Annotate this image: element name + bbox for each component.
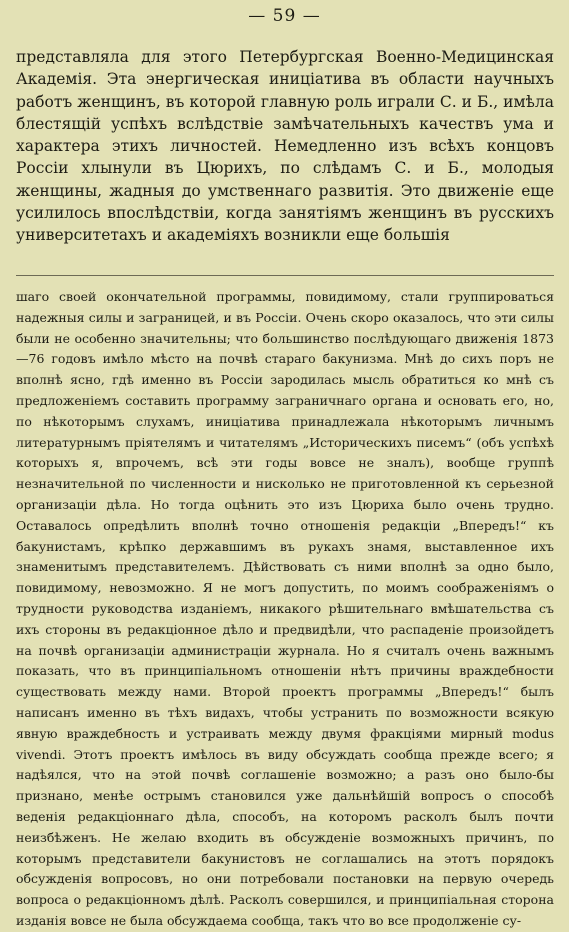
main-body-text: представляла для этого Петербургская Военно-Медицинская Академія. Эта энергическая иниціатива въ области научныхъ работъ женщинъ, въ которой главную роль играли С. и Б., имѣла блестящій успѣхъ вслѣдствіе замѣчательныхъ качествъ ума и характера этихъ личностей. Немедленно изъ всѣхъ концовъ Россіи хлынули въ Цюрихъ, по слѣдамъ С. и Б., молодыя женщины, жадныя до умственнаго развитія. Это движеніе еще усилилось впослѣдствіи, когда занятіямъ женщинъ въ русскихъ университетахъ и академіяхъ возникли еще большія [16, 48, 554, 245]
page-number-header: — 59 — [248, 6, 321, 26]
footnote-divider [16, 275, 554, 276]
footnote-text: шаго своей окончательной программы, повидимому, стали группироваться надежныя силы и заграницей, и въ Россіи. Очень скоро оказалось, что эти силы были не особенно значительны; что большинство послѣдующаго движенія 1873—76 годовъ имѣло мѣсто на почвѣ стараго бакунизма. Мнѣ до сихъ поръ не вполнѣ ясно, гдѣ именно въ Россіи зародилась мысль обратиться ко мнѣ съ предложеніемъ составить программу заграничнаго органа и основать его, но, по нѣкоторымъ слухамъ, иниціатива принадлежала нѣкоторымъ личнымъ литературнымъ пріятелямъ и читателямъ „Историческихъ писемъ“ (объ успѣхѣ которыхъ я, впрочемъ, всѣ эти годы вовсе не зналъ), вообще группѣ незначительной по численности и нисколько не приготовленной къ серьезной организаціи дѣла. Но тогда оцѣнить это изъ Цюриха было очень трудно. Оставалось опредѣлить вполнѣ точно отношенія редакціи „Впередъ!“ къ бакунистамъ, крѣпко державшимъ въ рукахъ знамя, выставленное ихъ знаменитымъ представителемъ. Дѣйствовать съ ними вполнѣ за одно было, повидимому, невозможно. Я не могъ допустить, по моимъ соображеніямъ о трудности руководства изданіемъ, никакого рѣшительнаго вмѣшательства съ ихъ стороны въ редакціонное дѣло и предвидѣли, что распаденіе произойдетъ на почвѣ организаціи администраціи журнала. Но я считалъ очень важнымъ показать, что въ принципіальномъ отношеніи нѣтъ причины враждебности существовать между нами. Второй проектъ программы „Впередъ!“ былъ написанъ именно въ тѣхъ видахъ, чтобы устранить по возможности всякую явную враждебность и устраивать между двумя фракціями мирный modus vivendi. Этотъ проектъ имѣлось въ виду обсуждать сообща прежде всего; я надѣялся, что на этой почвѣ соглашеніе возможно; а разъ оно было-бы признано, менѣе острымъ становился уже дальнѣйшій вопросъ о способѣ веденія редакціоннаго дѣла, способъ, на которомъ расколъ былъ почти неизбѣженъ. Не желаю входить въ обсужденіе возможныхъ причинъ, по которымъ представители бакунистовъ не соглашались на этотъ порядокъ обсужденія вопросовъ, но они потребовали постановки на первую очередь вопроса о редакціонномъ дѣлѣ. Расколъ совершился, и принципіальная сторона изданія вовсе не была обсуждаема сообща, такъ что во все продолженіе су- [16, 289, 554, 928]
